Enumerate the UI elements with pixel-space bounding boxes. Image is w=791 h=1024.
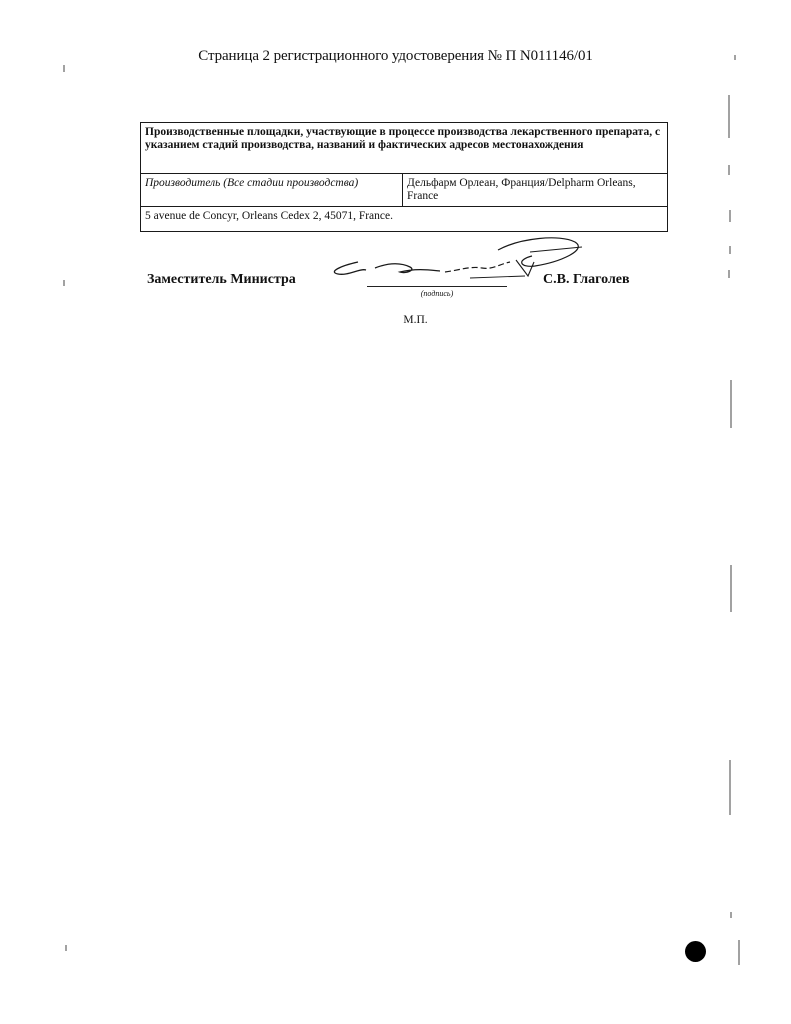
signature-row	[0, 270, 791, 310]
production-sites-table	[140, 122, 668, 232]
signer-name: С.В. Глаголев	[543, 272, 630, 287]
page-header: Страница 2 регистрационного удостоверения № П N011146/01	[198, 48, 593, 64]
stamp-place-label: М.П.	[403, 314, 428, 326]
manufacturer-address: 5 avenue de Concyr, Orleans Cedex 2, 45071, France.	[141, 207, 668, 232]
scan-black-dot	[685, 941, 706, 962]
sites-table-title: Производственные площадки, участвующие в процессе производства лекарственного препарата, с указанием стадий производства, названий и фактических адресов местонахождения	[141, 123, 668, 174]
signature-line	[367, 286, 507, 287]
table-row	[141, 174, 668, 207]
signature-caption: (подпись)	[420, 289, 454, 298]
table-row	[141, 123, 668, 174]
table-row	[141, 207, 668, 232]
manufacturer-role-label: Производитель (Все стадии производства)	[141, 174, 403, 207]
signer-position: Заместитель Министра	[147, 272, 296, 287]
manufacturer-name: Дельфарм Орлеан, Франция/Delpharm Orleans, France	[403, 174, 668, 207]
